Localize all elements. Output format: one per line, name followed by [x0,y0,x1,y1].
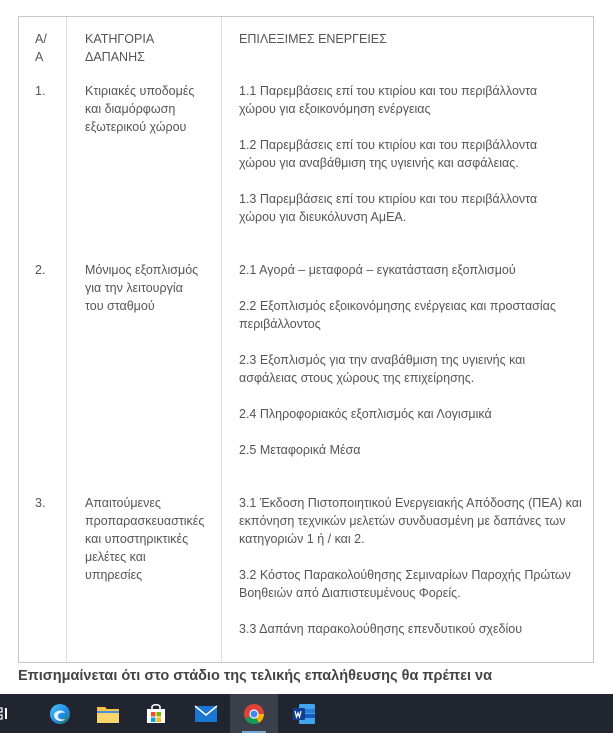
file-explorer-icon[interactable] [84,694,132,733]
action-item: 3.1 Έκδοση Πιστοποιητικού Ενεργειακής Απόδοσης (ΠΕΑ) και εκπόνηση τεχνικών μελετών συνδυασμένη με δαπάνες των κατηγοριών 1 ή / και 2. [239,496,582,546]
word-icon[interactable] [280,694,328,733]
row-category: Απαιτούμενες προπαρασκευαστικές και υποστηρικτικές μελέτες και υπηρεσίες [85,496,205,582]
note-paragraph: Επισημαίνεται ότι στο στάδιο της τελικής επαλήθευσης θα πρέπει να [18,668,493,684]
action-item: 2.4 Πληροφοριακός εξοπλισμός και Λογισμικά [239,407,492,421]
action-item: 2.3 Εξοπλισμός για την αναβάθμιση της υγιεινής και ασφάλειας στους χώρους της επιχείρησης. [239,353,526,385]
header-aa: Α/ Α [35,32,47,64]
row-number: 3. [35,496,46,510]
action-item: 1.3 Παρεμβάσεις επί του κτιρίου και του περιβάλλοντα χώρου για διευκόλυνση ΑμΕΑ. [239,192,538,224]
header-category: ΚΑΤΗΓΟΡΙΑ ΔΑΠΑΝΗΣ [85,32,155,64]
row-category: Κτιριακές υποδομές και διαμόρφωση εξωτερικού χώρου [85,84,195,134]
edge-icon[interactable] [36,694,84,733]
task-view-icon[interactable] [0,694,18,733]
expense-table [18,16,594,663]
action-item: 2.1 Αγορά – μεταφορά – εγκατάσταση εξοπλισμού [239,263,516,277]
row-category: Μόνιμος εξοπλισμός για την λειτουργία του σταθμού [85,263,199,313]
action-item: 1.2 Παρεμβάσεις επί του κτιρίου και του περιβάλλοντα χώρου για αναβάθμιση της υγιεινής και ασφάλειας. [239,138,538,170]
action-item: 2.5 Μεταφορικά Μέσα [239,443,361,457]
action-item: 3.2 Κόστος Παρακολούθησης Σεμιναρίων Παροχής Πρώτων Βοηθειών από Διαπιστευμένους Φορείς. [239,568,571,600]
store-icon[interactable] [132,694,180,733]
row-number: 1. [35,84,46,98]
row-number: 2. [35,263,46,277]
header-actions: ΕΠΙΛΕΞΙΜΕΣ ΕΝΕΡΓΕΙΕΣ [239,32,387,46]
column-divider [221,17,222,662]
chrome-icon[interactable] [230,694,278,733]
action-item: 1.1 Παρεμβάσεις επί του κτιρίου και του περιβάλλοντα χώρου για εξοικονόμηση ενέργειας [239,84,538,116]
action-item: 2.2 Εξοπλισμός εξοικονόμησης ενέργειας και προστασίας περιβάλλοντος [239,299,556,331]
column-divider [66,17,67,662]
taskbar [0,694,613,733]
mail-icon[interactable] [182,694,230,733]
action-item: 3.3 Δαπάνη παρακολούθησης επενδυτικού σχεδίου [239,622,523,636]
